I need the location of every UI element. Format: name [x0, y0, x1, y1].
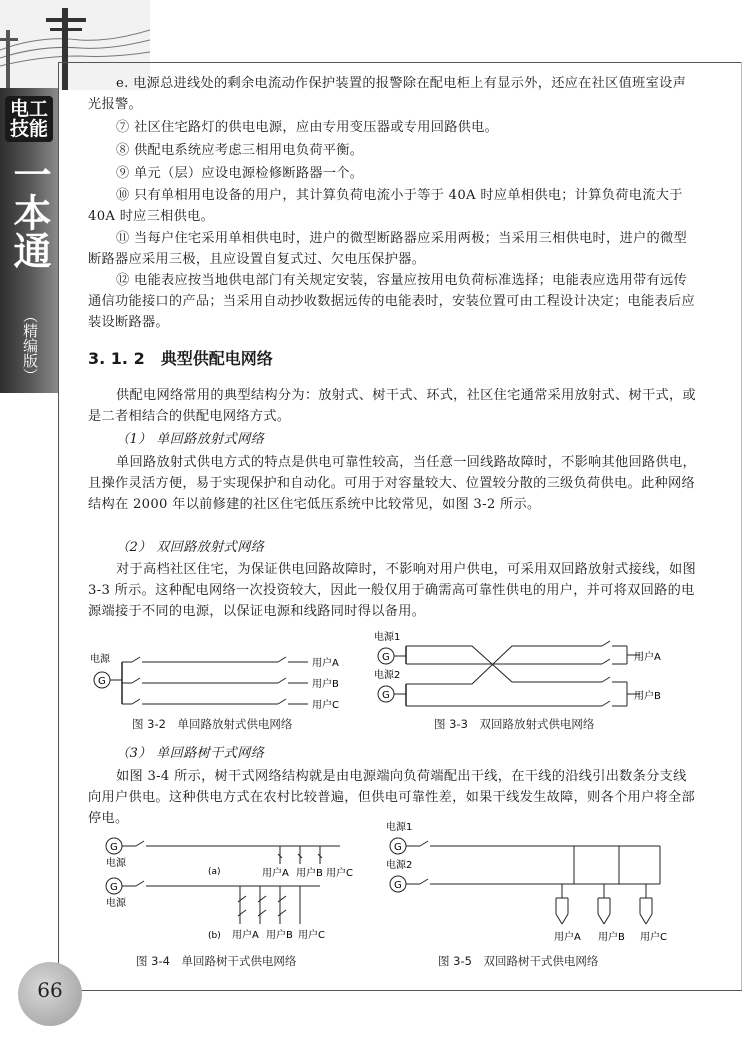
- section-title: 典型供配电网络: [160, 349, 273, 368]
- f34-label-a: (a): [208, 867, 221, 877]
- f35-source2-label: 电源2: [386, 860, 413, 871]
- figure-3-4-diagram: [100, 832, 370, 944]
- f33-gen2-letter: G: [382, 690, 390, 701]
- f34-a-user-a: 用户A: [262, 868, 289, 879]
- book-title: 一本通: [7, 155, 51, 269]
- f34-b-user-a: 用户A: [232, 930, 259, 941]
- item-11: ⑪ 当每户住宅采用单相供电时，进户的微型断路器应采用两极；当采用三相供电时，进户的微型断路器应采用三极，且应设置自复式过、欠电压保护器。: [88, 231, 687, 267]
- subheading-1: （1） 单回路放射式网络: [116, 432, 265, 447]
- f33-gen1-letter: G: [382, 652, 390, 663]
- figure-3-3-caption: 图 3-3 双回路放射式供电网络: [434, 717, 595, 731]
- f35-gen2-letter: G: [394, 880, 402, 891]
- f35-source1-label: 电源1: [386, 822, 413, 833]
- item-10: ⑩ 只有单相用电设备的用户，其计算负荷电流小于等于 40A 时应单相供电；计算负荷电流大于 40A 时应三相供电。: [88, 188, 683, 224]
- figure-3-2-caption: 图 3-2 单回路放射式供电网络: [132, 717, 293, 731]
- f32-user-a: 用户A: [312, 658, 339, 669]
- figure-3-2-diagram: [88, 648, 358, 712]
- body-paragraph-4: 如图 3-4 所示，树干式网络结构就是由电源端向负荷端配出干线，在干线的沿线引出数条分支线向用户供电。这种供电方式在农村比较普遍，但供电可靠性差，如果干线发生故障，则各个用户将全部停电。: [88, 769, 695, 826]
- f34-source-b-label: 电源: [106, 898, 126, 909]
- f34-gen-b-letter: G: [110, 882, 118, 893]
- f34-source-a-label: 电源: [106, 858, 126, 869]
- f34-b-user-b: 用户B: [266, 930, 293, 941]
- f32-user-c: 用户C: [312, 700, 339, 711]
- f32-generator-letter: G: [98, 676, 106, 687]
- f34-label-b: (b): [208, 931, 221, 941]
- body-paragraph-2: 单回路放射式供电方式的特点是供电可靠性较高，当任意一回线路故障时，不影响其他回路供电，且操作灵活方便，易于实现保护和自动化。可用于对容量较大、位置较分散的三级负荷供电。此种网络结构在 2000 年以前修建的社区住宅低压系统中比较常见，如图 3-2 所示。: [88, 455, 696, 512]
- f34-a-user-c: 用户C: [326, 868, 353, 879]
- f35-user-c: 用户C: [640, 932, 667, 943]
- page-number: 66: [37, 978, 63, 1002]
- item-7: ⑦ 社区住宅路灯的供电电源，应由专用变压器或专用回路供电。: [116, 120, 499, 135]
- f35-user-b: 用户B: [598, 932, 625, 943]
- series-label: 电工技能: [5, 96, 53, 142]
- edition-label: （精编版）: [21, 308, 39, 383]
- figure-3-5-caption: 图 3-5 双回路树干式供电网络: [438, 954, 599, 968]
- frame-right-rule: [741, 62, 742, 990]
- section-heading: [88, 346, 273, 369]
- f35-user-a: 用户A: [554, 932, 581, 943]
- frame-left-rule: [58, 62, 59, 990]
- book-title-band: [0, 88, 58, 393]
- f34-b-user-c: 用户C: [298, 930, 325, 941]
- item-12: ⑫ 电能表应按当地供电部门有关规定安装，容量应按用电负荷标准选择；电能表应选用带有远传通信功能接口的产品；当采用自动抄收数据远传的电能表时，安装位置可由工程设计决定；电能表后应装设断路器。: [88, 273, 695, 330]
- body-paragraph-3: 对于高档社区住宅，为保证供电回路故障时，不影响对用户供电，可采用双回路放射式接线，如图 3-3 所示。这种配电网络一次投资较大，因此一般仅用于确需高可靠性供电的用户，并可将双回路的电源端接于不同的电源，以保证电源和线路同时得以备用。: [88, 562, 696, 619]
- body-paragraph-1: 供配电网络常用的典型结构分为：放射式、树干式、环式，社区住宅通常采用放射式、树干式，或是二者相结合的供配电网络方式。: [88, 388, 696, 424]
- f35-gen1-letter: G: [394, 842, 402, 853]
- item-9: ⑨ 单元（层）应设电源检修断路器一个。: [116, 166, 364, 181]
- f32-source-label: 电源: [90, 654, 110, 665]
- f34-gen-a-letter: G: [110, 842, 118, 853]
- frame-top-rule: [58, 62, 742, 63]
- subheading-3: （3） 单回路树干式网络: [116, 746, 265, 761]
- subheading-2: （2） 双回路放射式网络: [116, 540, 265, 555]
- item-8: ⑧ 供配电系统应考虑三相用电负荷平衡。: [116, 143, 364, 158]
- figure-3-3-diagram: [372, 630, 672, 712]
- figure-3-4-caption: 图 3-4 单回路树干式供电网络: [136, 954, 297, 968]
- f33-user-a: 用户A: [634, 652, 661, 663]
- figure-3-5-diagram: [384, 818, 684, 946]
- item-e: e. 电源总进线处的剩余电流动作保护装置的报警除在配电柜上有显示外，还应在社区值班室设声光报警。: [88, 76, 687, 112]
- section-number: 3. 1. 2: [88, 349, 145, 368]
- f33-source1-label: 电源1: [374, 632, 401, 643]
- f33-source2-label: 电源2: [374, 670, 401, 681]
- f34-a-user-b: 用户B: [296, 868, 323, 879]
- f32-user-b: 用户B: [312, 679, 339, 690]
- f33-user-b: 用户B: [634, 691, 661, 702]
- frame-bottom-rule: [58, 990, 742, 991]
